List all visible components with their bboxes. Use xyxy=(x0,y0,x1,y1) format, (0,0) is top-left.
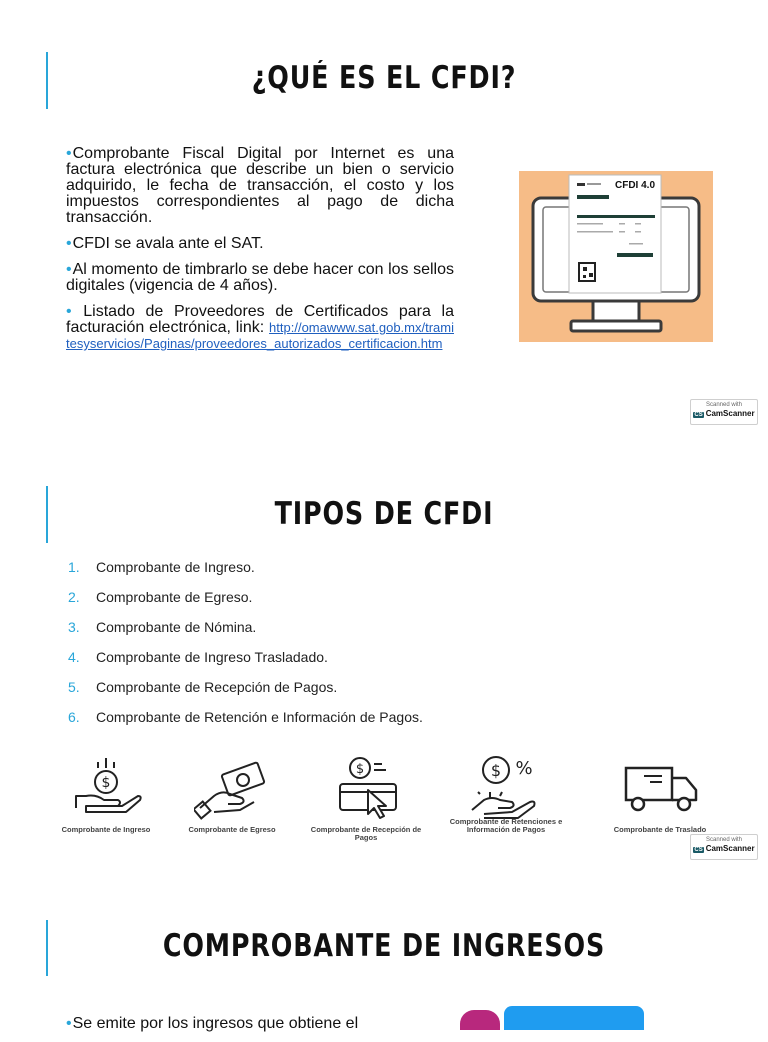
cfdi-monitor-image xyxy=(519,171,713,342)
accent-bar xyxy=(46,920,48,976)
accent-bar xyxy=(46,486,48,543)
camscanner-logo-icon: CS xyxy=(694,847,703,853)
camscanner-watermark xyxy=(690,399,758,425)
list-item: 1. Comprobante de Ingreso. xyxy=(68,559,255,575)
svg-text:$: $ xyxy=(101,775,111,791)
cfdi-version-label: CFDI 4.0 xyxy=(615,180,656,191)
retention-percent-icon xyxy=(468,754,548,824)
bullet-item: • CFDI se avala ante el SAT. xyxy=(66,236,454,252)
list-item: 5. Comprobante de Recepción de Pagos. xyxy=(68,679,338,695)
icon-label: Comprobante de Egreso xyxy=(188,825,276,834)
camscanner-watermark xyxy=(690,834,758,860)
scanner-caption: Scanned with xyxy=(705,837,743,843)
decorative-shape xyxy=(460,1010,500,1030)
slide-title: TIPOS DE CFDI xyxy=(274,496,494,532)
slide-income-receipt xyxy=(0,896,768,1032)
cfdi-types-icons xyxy=(40,742,756,858)
slide-title: COMPROBANTE DE INGRESOS xyxy=(162,928,606,964)
icon-label: Comprobante de Traslado xyxy=(613,825,707,834)
icon-item xyxy=(306,742,426,858)
accent-bar xyxy=(46,52,48,109)
svg-text:%: % xyxy=(515,758,533,779)
bullet-text: Listado de Proveedores de Certificados para la facturación electrónica, link: xyxy=(66,303,455,336)
hand-money-icon xyxy=(194,754,274,824)
list-item: 6. Comprobante de Retención e Información de Pagos. xyxy=(68,709,423,725)
slide-title: ¿QUÉ ES EL CFDI? xyxy=(251,60,517,96)
svg-text:$: $ xyxy=(355,762,365,777)
bullet-item: • Comprobante Fiscal Digital por Internet es una factura electrónica que describe un bien o servicio adquirido, le fecha de transacción, el costo y los impuestos correspondientes al pago de dicha transacción. xyxy=(66,146,454,226)
providers-link[interactable]: http://omawww.sat.gob.mx/tramitesyservicios/Paginas/proveedores_autorizados_certificacion.htm xyxy=(66,320,454,351)
scanner-brand: CS CamScanner xyxy=(694,409,755,418)
bullet-item: • Al momento de timbrarlo se debe hacer con los sellos digitales (vigencia de 4 años). xyxy=(66,262,454,294)
list-item: 3. Comprobante de Nómina. xyxy=(68,619,257,635)
slide-what-is-cfdi xyxy=(0,0,768,440)
icon-item xyxy=(446,742,566,858)
monitor-illustration xyxy=(519,171,713,342)
bullet-list xyxy=(66,146,454,352)
icon-label: Comprobante de Recepción de Pagos xyxy=(310,825,422,842)
icon-label: Comprobante de Retenciones e Información de Pagos xyxy=(449,817,563,834)
svg-text:$: $ xyxy=(490,761,502,780)
bullet-item-link xyxy=(66,304,454,352)
bullet-list xyxy=(66,1016,388,1042)
delivery-truck-icon xyxy=(622,754,702,824)
decorative-shape xyxy=(504,1006,644,1030)
payment-receipt-icon xyxy=(328,754,408,824)
icon-item xyxy=(172,742,292,858)
bullet-item: • Se emite por los ingresos que obtiene el xyxy=(66,1016,388,1032)
list-item: 2. Comprobante de Egreso. xyxy=(68,589,253,605)
scanner-brand: CS CamScanner xyxy=(694,844,755,853)
icon-item xyxy=(46,742,166,858)
hand-coin-icon xyxy=(68,754,148,824)
slide-cfdi-types xyxy=(0,462,768,874)
cfdi-types-list xyxy=(68,558,708,738)
scanner-caption: Scanned with xyxy=(705,402,743,408)
icon-label: Comprobante de Ingreso xyxy=(61,825,151,834)
camscanner-logo-icon: CS xyxy=(694,412,703,418)
list-item: 4. Comprobante de Ingreso Trasladado. xyxy=(68,649,328,665)
